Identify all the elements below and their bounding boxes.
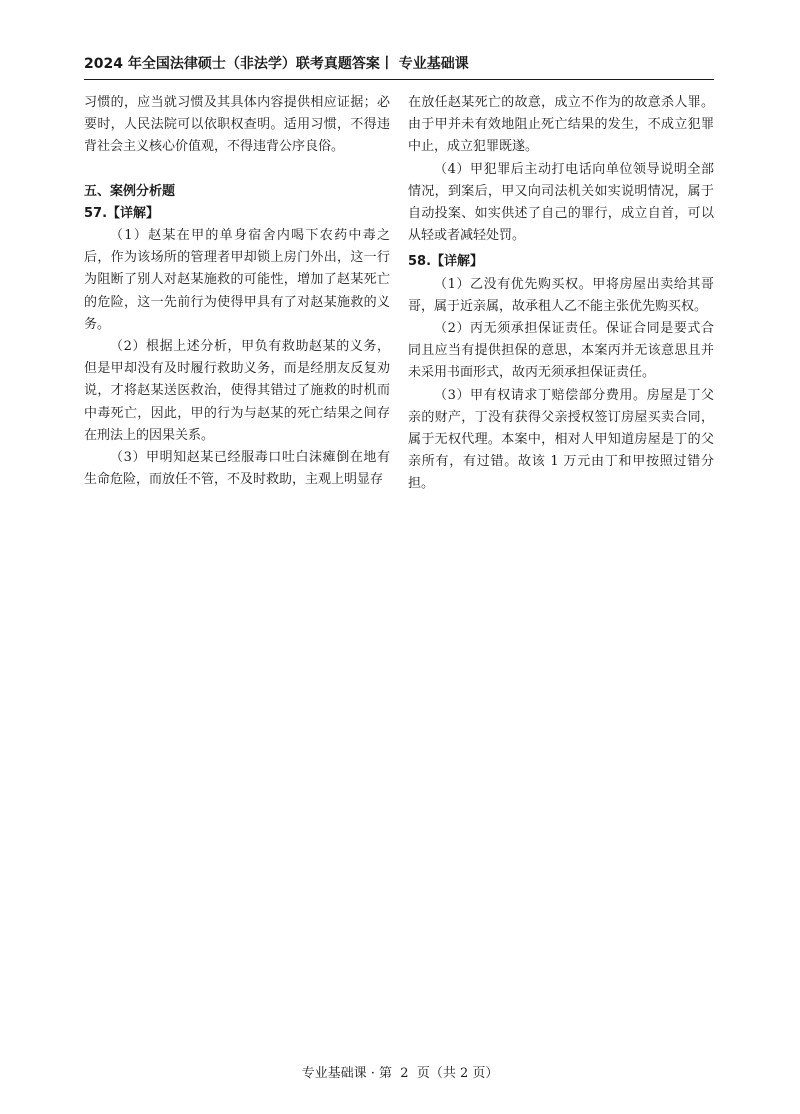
page-header: 2024 年全国法律硕士（非法学）联考真题答案丨 专业基础课	[84, 56, 469, 72]
left-column	[84, 92, 390, 491]
q57-paragraph-4: （4）甲犯罪后主动打电话向单位领导说明全部情况，到案后，甲又向司法机关如实说明情况，属于自动投案、如实供述了自己的罪行，成立自首，可以从轻或者减轻处罚。	[408, 161, 714, 244]
q57-paragraph-1: （1）赵某在甲的单身宿舍内喝下农药中毒之后，作为该场所的管理者甲却锁上房门外出，这一行为阻断了别人对赵某施救的可能性，增加了赵某死亡的危险，这一先前行为使得甲具有了对赵某施救的义务。	[84, 228, 390, 332]
q58-paragraph-2: （2）丙无须承担保证责任。保证合同是要式合同且应当有提供担保的意思，本案丙并无该意思且并未采用书面形式，故丙无须承担保证责任。	[408, 321, 714, 381]
q58-paragraph-1: （1）乙没有优先购买权。甲将房屋出卖给其哥哥，属于近亲属，故承租人乙不能主张优先购买权。	[408, 276, 714, 314]
paragraph-continuation-left: 习惯的，应当就习惯及其具体内容提供相应证据；必要时，人民法院可以依职权查明。适用习惯，不得违背社会主义核心价值观，不得违背公序良俗。	[84, 95, 390, 155]
header-rule	[84, 79, 714, 80]
page-footer: 专业基础课 · 第 2 页（共 2 页）	[301, 1066, 499, 1081]
q57-paragraph-2: （2）根据上述分析，甲负有救助赵某的义务，但是甲却没有及时履行救助义务，而是经朋友反复劝说，才将赵某送医救治，使得其错过了施救的时机而中毒死亡，因此，甲的行为与赵某的死亡结果之间存在刑法上的因果关系。	[84, 339, 390, 443]
q57-paragraph-3: （3）甲明知赵某已经服毒口吐白沫瘫倒在地有生命危险，而放任不管，不及时救助，主观上明显存	[84, 450, 390, 488]
section-heading-case-analysis: 五、案例分析题	[84, 183, 176, 199]
q58-paragraph-3: （3）甲有权请求丁赔偿部分费用。房屋是丁父亲的财产，丁没有获得父亲授权签订房屋买卖合同，属于无权代理。本案中，相对人甲知道房屋是丁的父亲所有，有过错。故该 1 万元由丁和甲按照过错分担。	[408, 387, 714, 492]
right-column	[408, 92, 714, 496]
q57-paragraph-3-continuation: 在放任赵某死亡的故意，成立不作为的故意杀人罪。由于甲并未有效地阻止死亡结果的发生，不成立犯罪中止，成立犯罪既遂。	[408, 95, 714, 155]
question-58-heading: 58.【详解】	[408, 254, 484, 270]
question-57-heading: 57.【详解】	[84, 205, 160, 221]
